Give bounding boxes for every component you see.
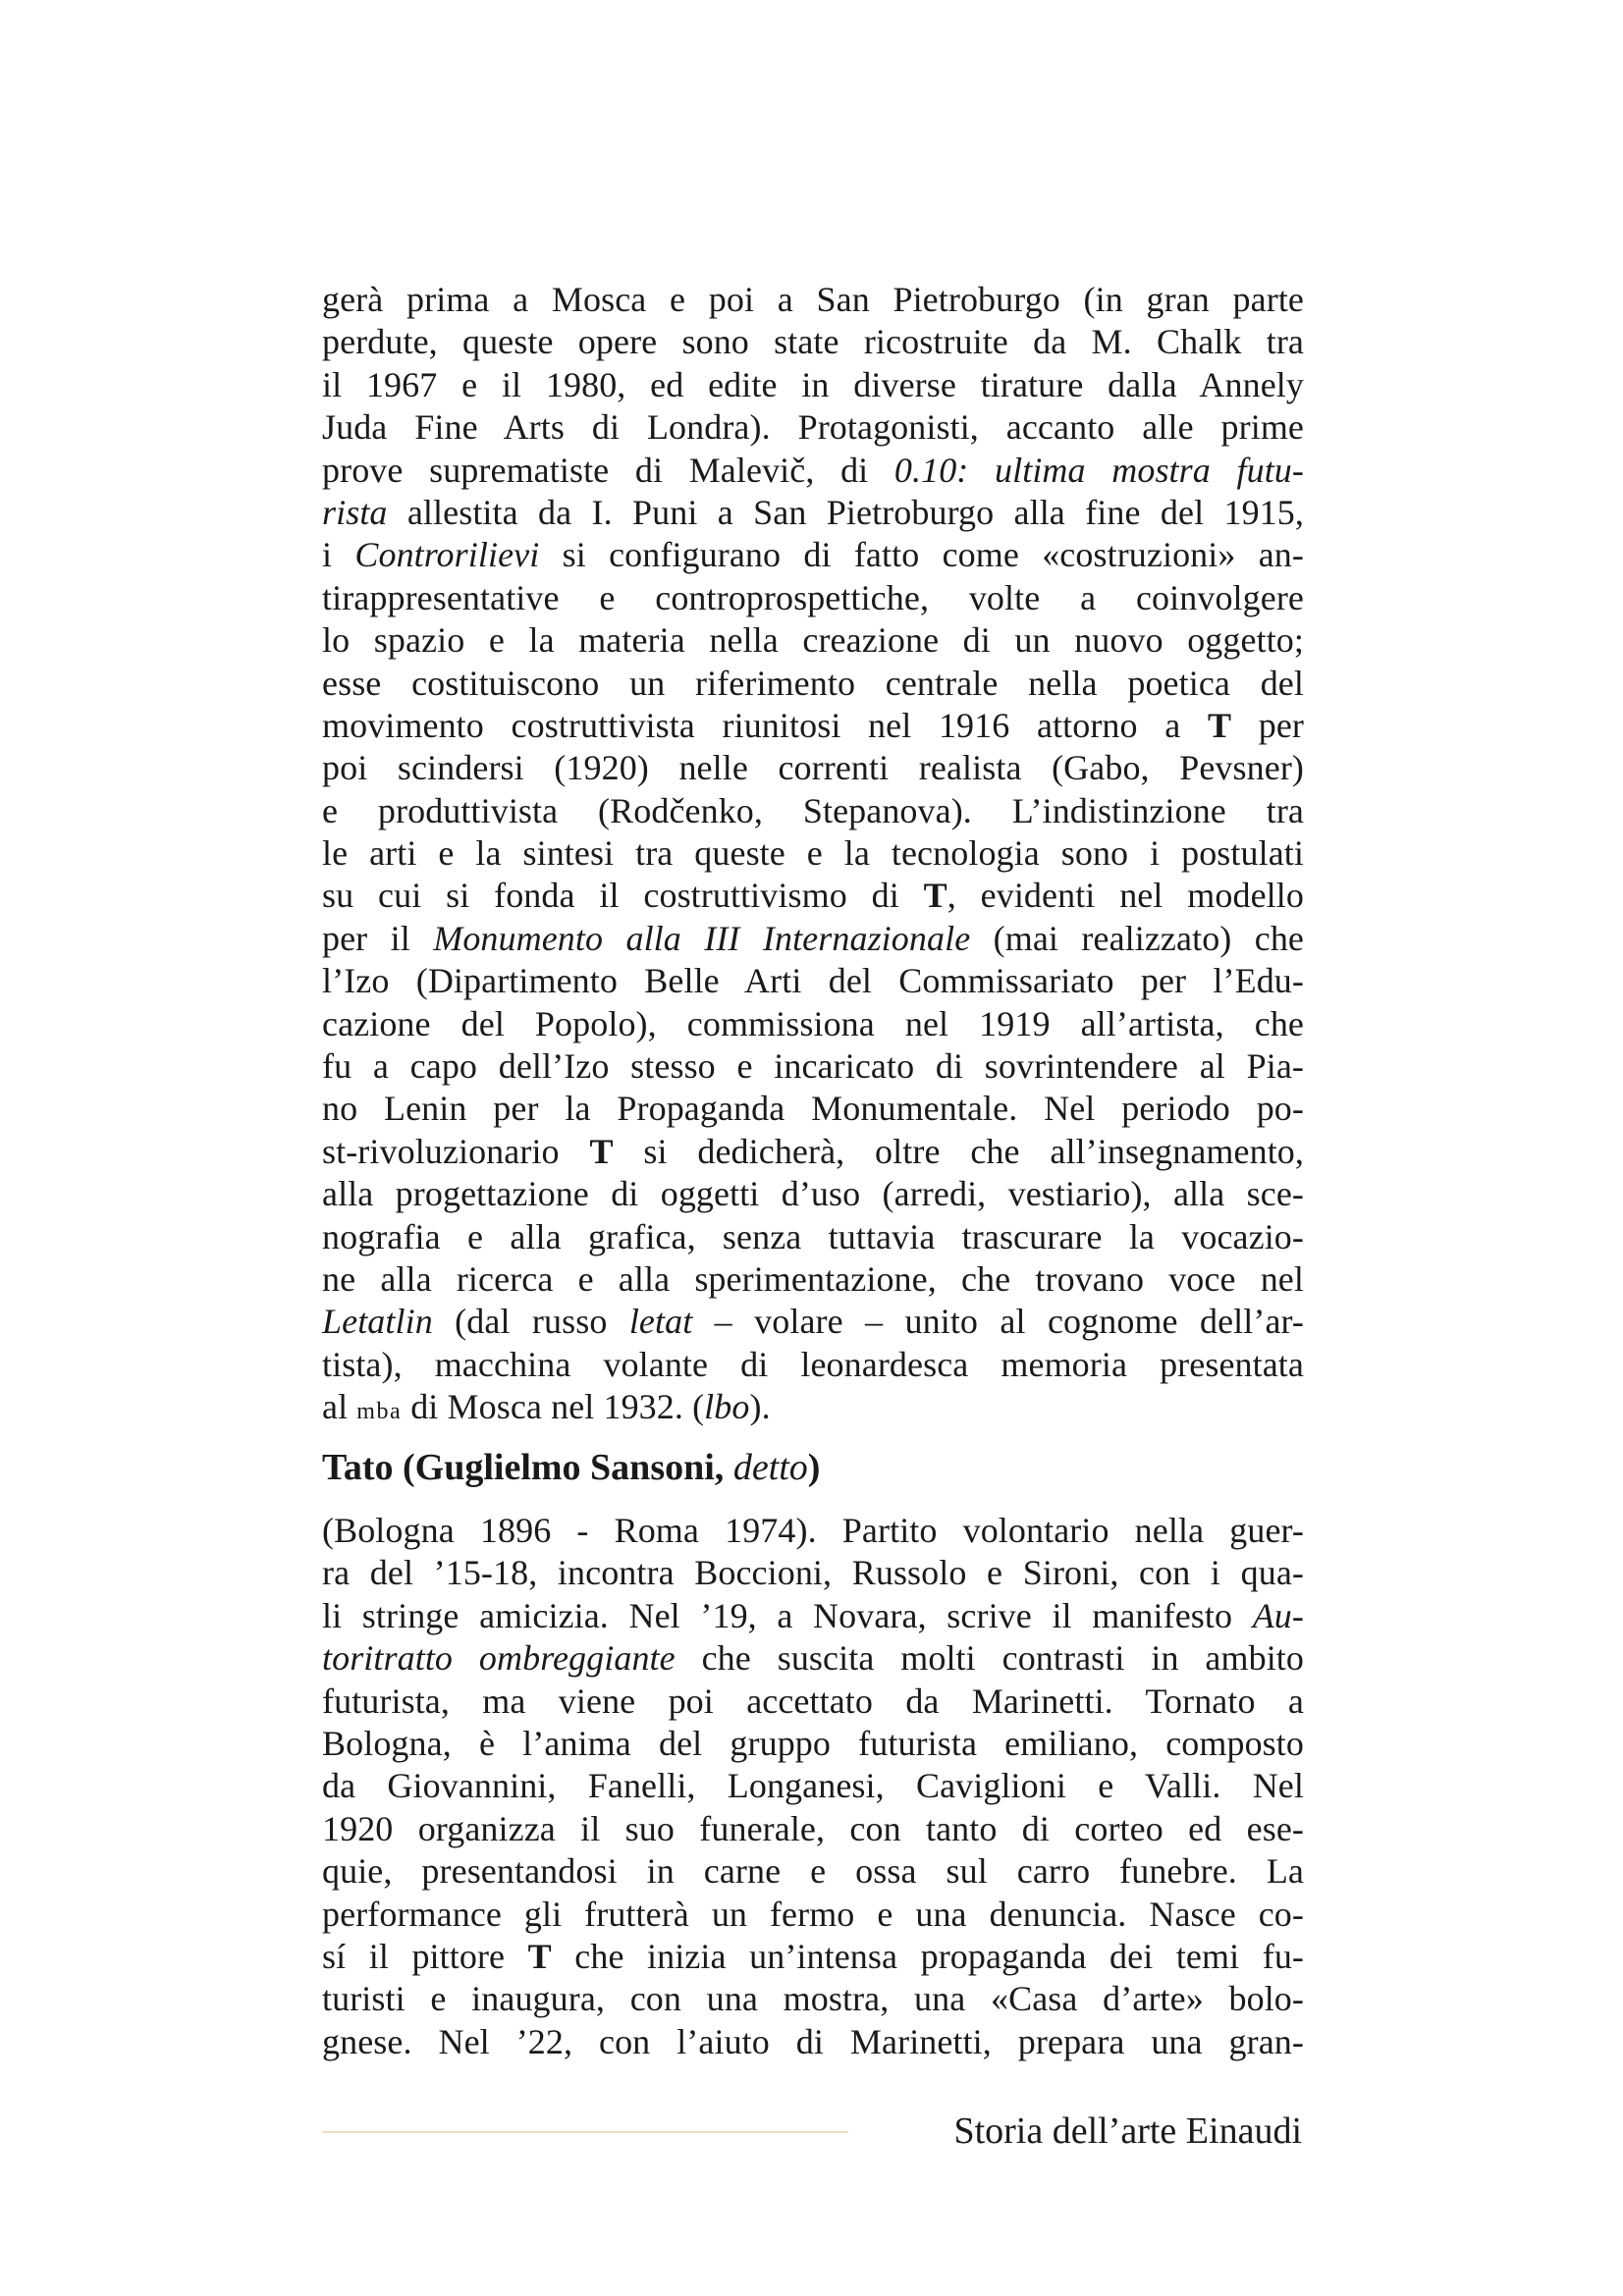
text-run: che suscita molti contrasti in ambito	[675, 1638, 1304, 1679]
text-line: perdute, queste opere sono state ricostruite da M. Chalk tra	[322, 322, 1304, 362]
text-line: no Lenin per la Propaganda Monumentale. Nel periodo po-	[322, 1089, 1304, 1129]
text-line	[322, 918, 1304, 960]
work-title-italic: Monumento alla III Internazionale	[433, 918, 971, 958]
text-line: performance gli frutterà un fermo e una denuncia. Nasce co-	[322, 1894, 1304, 1934]
work-title-italic: toritratto ombreggiante	[322, 1638, 676, 1679]
text-line	[322, 1301, 1304, 1343]
text-line	[322, 1637, 1304, 1680]
body-text-block-1	[322, 279, 1304, 1429]
exhibition-title-italic: 0.10: ultima mostra futu-	[893, 450, 1304, 490]
text-line: tirappresentative e controprospettiche, volte a coinvolgere	[322, 577, 1304, 617]
text-run: li stringe amicizia. Nel ’19, a Novara, scrive il manifesto	[322, 1595, 1253, 1635]
text-line: turisti e inaugura, con una mostra, una «Casa d’arte» bolo-	[322, 1979, 1304, 2019]
text-run: sí il pittore	[322, 1936, 528, 1976]
text-run: si configurano di fatto come «costruzioni» an-	[539, 535, 1304, 575]
foreign-word-italic: letat	[628, 1302, 693, 1342]
text-line: 1920 organizza il suo funerale, con tanto di corteo ed ese-	[322, 1808, 1304, 1848]
entry-heading-close: )	[807, 1447, 821, 1488]
text-run: movimento costruttivista riunitosi nel 1916 attorno a	[322, 705, 1208, 745]
name-abbrev-bold: T	[527, 1936, 552, 1976]
text-line	[322, 705, 1304, 747]
text-line: l’Izo (Dipartimento Belle Arti del Commissariato per l’Edu-	[322, 961, 1304, 1001]
entry-heading-name: Tato (Guglielmo Sansoni,	[322, 1447, 733, 1488]
text-line: poi scindersi (1920) nelle correnti realista (Gabo, Pevsner)	[322, 748, 1304, 788]
text-run: al	[322, 1387, 357, 1427]
text-line	[322, 1595, 1304, 1637]
text-line: il 1967 e il 1980, ed edite in diverse tirature dalla Annely	[322, 364, 1304, 404]
name-abbrev-bold: T	[589, 1131, 614, 1171]
text-run: che inizia un’intensa propaganda dei temi fu-	[551, 1936, 1305, 1976]
text-line	[322, 450, 1304, 492]
text-line: esse costituiscono un riferimento centrale nella poetica del	[322, 663, 1304, 703]
text-line: futurista, ma viene poi accettato da Marinetti. Tornato a	[322, 1681, 1304, 1721]
text-run: i	[322, 535, 355, 575]
text-run: allestita da I. Puni a San Pietroburgo alla fine del 1915,	[387, 492, 1304, 532]
body-text-block-2	[322, 1510, 1304, 2063]
text-run: (dal russo	[432, 1302, 629, 1342]
name-abbrev-bold: T	[923, 876, 947, 916]
work-title-italic: Controrilievi	[354, 535, 540, 575]
text-run: per il	[322, 918, 434, 958]
text-line: quie, presentandosi in carne e ossa sul carro funebre. La	[322, 1851, 1304, 1892]
text-line	[322, 1131, 1304, 1173]
footer-rule	[322, 2131, 848, 2133]
text-line: (Bologna 1896 - Roma 1974). Partito volontario nella guer-	[322, 1511, 1304, 1550]
text-line: ne alla ricerca e alla sperimentazione, che trovano voce nel	[322, 1258, 1304, 1299]
text-line: e produttivista (Rodčenko, Stepanova). L’indistinzione tra	[322, 790, 1304, 830]
text-run: prove suprematiste di Malevič, di	[322, 450, 894, 490]
entry-heading-italic: detto	[732, 1447, 808, 1488]
text-run: st-rivoluzionario	[322, 1131, 590, 1171]
name-abbrev-bold: T	[1207, 705, 1232, 745]
work-title-italic: Letatlin	[322, 1302, 433, 1342]
text-run: di Mosca nel 1932. (	[402, 1387, 705, 1427]
text-line: da Giovannini, Fanelli, Longanesi, Caviglioni e Valli. Nel	[322, 1766, 1304, 1806]
work-title-italic: Au-	[1252, 1595, 1304, 1635]
text-run: si dedicherà, oltre che all’insegnamento,	[613, 1131, 1304, 1171]
footer-title: Storia dell’arte Einaudi	[953, 2110, 1302, 2152]
text-run: per	[1231, 705, 1304, 745]
text-line	[322, 875, 1304, 917]
text-line: cazione del Popolo), commissiona nel 1919 all’artista, che	[322, 1003, 1304, 1043]
text-run: ).	[749, 1387, 771, 1427]
text-line	[322, 492, 1304, 534]
text-run: (mai realizzato) che	[970, 918, 1305, 958]
text-line: Bologna, è l’anima del gruppo futurista emiliano, composto	[322, 1723, 1304, 1763]
text-line: gerà prima a Mosca e poi a San Pietroburgo (in gran parte	[322, 280, 1304, 319]
text-line: le arti e la sintesi tra queste e la tecnologia sono i postulati	[322, 833, 1304, 874]
text-line	[322, 1386, 1304, 1428]
text-line: fu a capo dell’Izo stesso e incaricato di sovrintendere al Pia-	[322, 1046, 1304, 1087]
text-line: alla progettazione di oggetti d’uso (arredi, vestiario), alla sce-	[322, 1174, 1304, 1214]
text-line: Juda Fine Arts di Londra). Protagonisti, accanto alle prime	[322, 407, 1304, 448]
author-initials-italic: lbo	[704, 1387, 750, 1427]
text-run: , evidenti nel modello	[947, 876, 1304, 916]
text-line: gnese. Nel ’22, con l’aiuto di Marinetti, prepara una gran-	[322, 2021, 1304, 2061]
text-line: ra del ’15-18, incontra Boccioni, Russolo e Sironi, con i qua-	[322, 1553, 1304, 1593]
museum-abbrev-smallcaps: mba	[356, 1399, 403, 1425]
exhibition-title-italic: rista	[322, 492, 388, 532]
text-line: lo spazio e la materia nella creazione di un nuovo oggetto;	[322, 620, 1304, 661]
text-line: nografia e alla grafica, senza tuttavia trascurare la vocazio-	[322, 1216, 1304, 1256]
entry-heading	[322, 1445, 820, 1490]
text-line: tista), macchina volante di leonardesca memoria presentata	[322, 1344, 1304, 1384]
text-run: su cui si fonda il costruttivismo di	[322, 876, 924, 916]
text-line	[322, 1936, 1304, 1978]
text-run: – volare – unito al cognome dell’ar-	[692, 1302, 1304, 1342]
text-line	[322, 534, 1304, 576]
